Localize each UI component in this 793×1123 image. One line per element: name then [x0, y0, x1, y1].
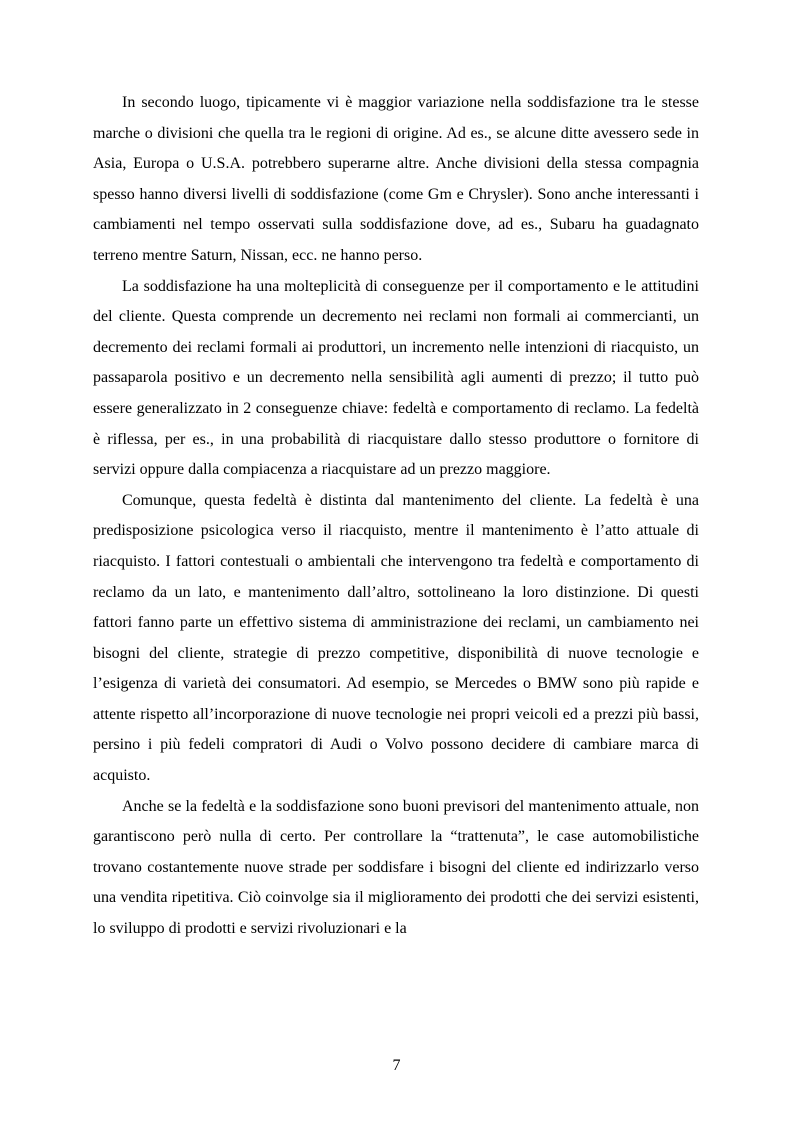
paragraph-1: In secondo luogo, tipicamente vi è maggior variazione nella soddisfazione tra le stesse marche o divisioni che quella tra le regioni di origine. Ad es., se alcune ditte avessero sede in Asia, Europa o U.S.A. potrebbero superarne altre. Anche divisioni della stessa compagnia spesso hanno diversi livelli di soddisfazione (come Gm e Chrysler). Sono anche interessanti i cambiamenti nel tempo osservati sulla soddisfazione dove, ad es., Subaru ha guadagnato terreno mentre Saturn, Nissan, ecc. ne hanno perso.: [93, 94, 699, 264]
paragraph-3: Comunque, questa fedeltà è distinta dal mantenimento del cliente. La fedeltà è una predisposizione psicologica verso il riacquisto, mentre il mantenimento è l’atto attuale di riacquisto. I fattori contestuali o ambientali che intervengono tra fedeltà e comportamento di reclamo da un lato, e mantenimento dall’altro, sottolineano la loro distinzione. Di questi fattori fanno parte un effettivo sistema di amministrazione dei reclami, un cambiamento nei bisogni del cliente, strategie di prezzo competitive, disponibilità di nuove tecnologie e l’esigenza di varietà dei consumatori. Ad esempio, se Mercedes o BMW sono più rapide e attente rispetto all’incorporazione di nuove tecnologie nei propri veicoli ed a prezzi più bassi, persino i più fedeli compratori di Audi o Volvo possono decidere di cambiare marca di acquisto.: [93, 491, 699, 785]
page-body: [93, 88, 699, 945]
paragraph-4: Anche se la fedeltà e la soddisfazione sono buoni previsori del mantenimento attuale, non garantiscono però nulla di certo. Per controllare la “trattenuta”, le case automobilistiche trovano costantemente nuove strade per soddisfare i bisogni del cliente ed indirizzarlo verso una vendita ripetitiva. Ciò coinvolge sia il miglioramento dei prodotti che dei servizi esistenti, lo sviluppo di prodotti e servizi rivoluzionari e la: [93, 797, 699, 938]
paragraph-2: La soddisfazione ha una molteplicità di conseguenze per il comportamento e le attitudini del cliente. Questa comprende un decremento nei reclami non formali ai commercianti, un decremento dei reclami formali ai produttori, un incremento nelle intenzioni di riacquisto, un passaparola positivo e un decremento nella sensibilità agli aumenti di prezzo; il tutto può essere generalizzato in 2 conseguenze chiave: fedeltà e comportamento di reclamo. La fedeltà è riflessa, per es., in una probabilità di riacquistare dallo stesso produttore o fornitore di servizi oppure dalla compiacenza a riacquistare ad un prezzo maggiore.: [93, 277, 699, 479]
page-number: 7: [392, 1057, 401, 1074]
